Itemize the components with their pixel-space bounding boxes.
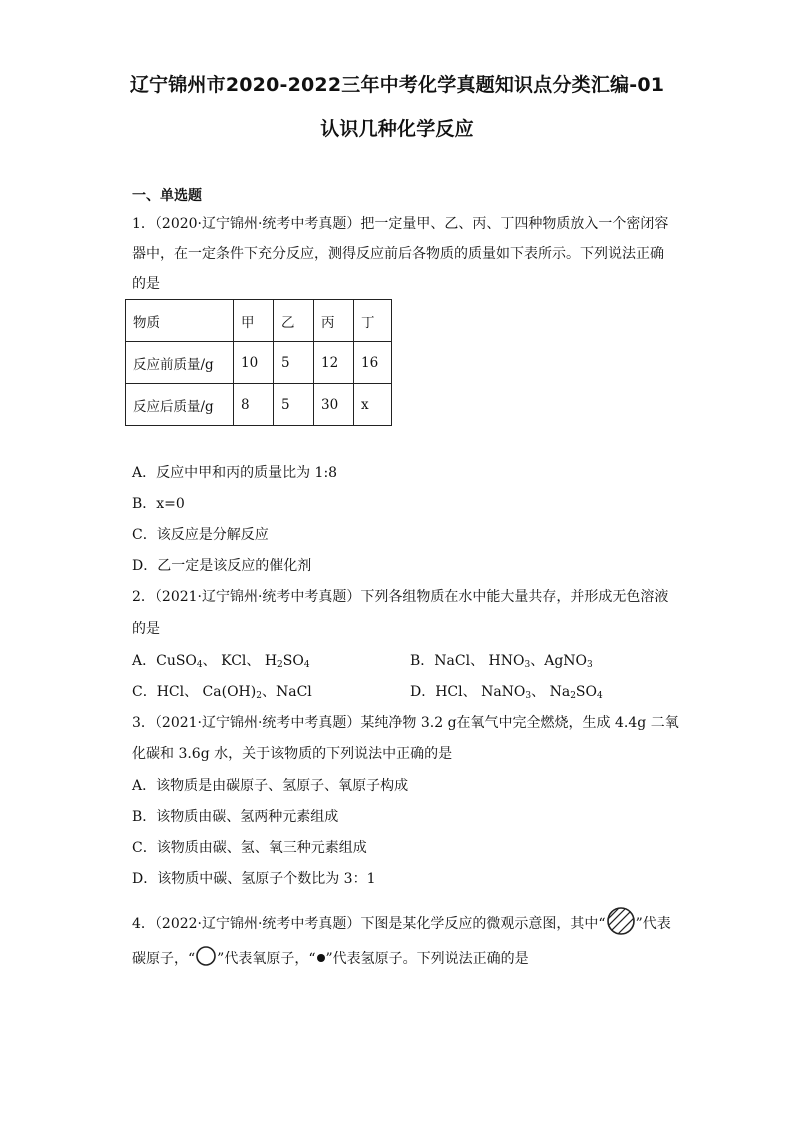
table-cell: 30 <box>314 384 354 426</box>
table-cell: 丁 <box>354 300 392 342</box>
table-cell: 反应前质量/g <box>126 342 234 384</box>
document-title-line2: 认识几种化学反应 <box>320 118 474 140</box>
q1-option-a: A．反应中甲和丙的质量比为 1:8 <box>132 465 338 481</box>
table-cell: 甲 <box>234 300 274 342</box>
table-cell: 16 <box>354 342 392 384</box>
q2-stem-line1: 2．（2021·辽宁锦州·统考中考真题）下列各组物质在水中能大量共存，并形成无色溶液 <box>132 589 669 605</box>
q1-option-b: B．x=0 <box>132 496 185 512</box>
q1-stem-line2: 器中，在一定条件下充分反应，测得反应前后各物质的质量如下表所示。下列说法正确 <box>132 246 664 262</box>
table-cell: 5 <box>274 384 314 426</box>
q2-stem-line2: 的是 <box>132 621 160 637</box>
open-circle-oxygen-icon <box>195 945 217 973</box>
q3-stem-line2: 化碳和 3.6g 水，关于该物质的下列说法中正确的是 <box>132 746 453 762</box>
document-title-line1: 辽宁锦州市2020-2022三年中考化学真题知识点分类汇编-01 <box>129 74 665 96</box>
table-cell: 乙 <box>274 300 314 342</box>
q2-option-d: D．HCl、 NaNO$_3$、 $Na_2SO_4$ <box>410 684 603 701</box>
q4-stem-line2: 碳原子，“ ”代表氧原子，“ ”代表氢原子。下列说法正确的是 <box>132 945 529 973</box>
q1-stem-line1: 1．（2020·辽宁锦州·统考中考真题）把一定量甲、乙、丙、丁四种物质放入一个密闭容 <box>132 216 669 232</box>
q2-option-b: B．NaCl、 $HNO_3$、AgNO$_3$ <box>410 653 593 670</box>
table-cell: 丙 <box>314 300 354 342</box>
table-cell: 12 <box>314 342 354 384</box>
q3-option-b: B．该物质由碳、氢两种元素组成 <box>132 809 339 825</box>
q3-option-c: C．该物质由碳、氢、氧三种元素组成 <box>132 840 367 856</box>
q1-option-c: C．该反应是分解反应 <box>132 527 269 543</box>
section-heading: 一、单选题 <box>132 188 202 204</box>
q3-stem-line1: 3．（2021·辽宁锦州·统考中考真题）某纯净物 3.2 g在氧气中完全燃烧，生成 4.4g 二氧 <box>132 715 679 731</box>
table-cell: x <box>354 384 392 426</box>
mass-table <box>125 299 392 426</box>
q2-option-a: A．CuSO$_4$、 KCl、 $H_2SO_4$ <box>132 653 310 670</box>
table-cell: 10 <box>234 342 274 384</box>
q4-stem-line1: 4．（2022·辽宁锦州·统考中考真题）下图是某化学反应的微观示意图，其中“ ”代表 <box>132 906 671 942</box>
table-row <box>126 300 392 342</box>
hatched-circle-carbon-icon <box>606 906 636 942</box>
table-cell: 8 <box>234 384 274 426</box>
q2-option-c: C．HCl、 $Ca(OH)_2$、NaCl <box>132 684 312 701</box>
q1-option-d: D．乙一定是该反应的催化剂 <box>132 558 312 574</box>
table-cell: 物质 <box>126 300 234 342</box>
table-row <box>126 384 392 426</box>
table-cell: 5 <box>274 342 314 384</box>
q1-stem-line3: 的是 <box>132 276 160 292</box>
table-cell: 反应后质量/g <box>126 384 234 426</box>
filled-dot-hydrogen-icon <box>316 949 326 969</box>
q3-option-a: A．该物质是由碳原子、氢原子、氧原子构成 <box>132 778 409 794</box>
q3-option-d: D．该物质中碳、氢原子个数比为 3：1 <box>132 871 376 887</box>
table-row <box>126 342 392 384</box>
